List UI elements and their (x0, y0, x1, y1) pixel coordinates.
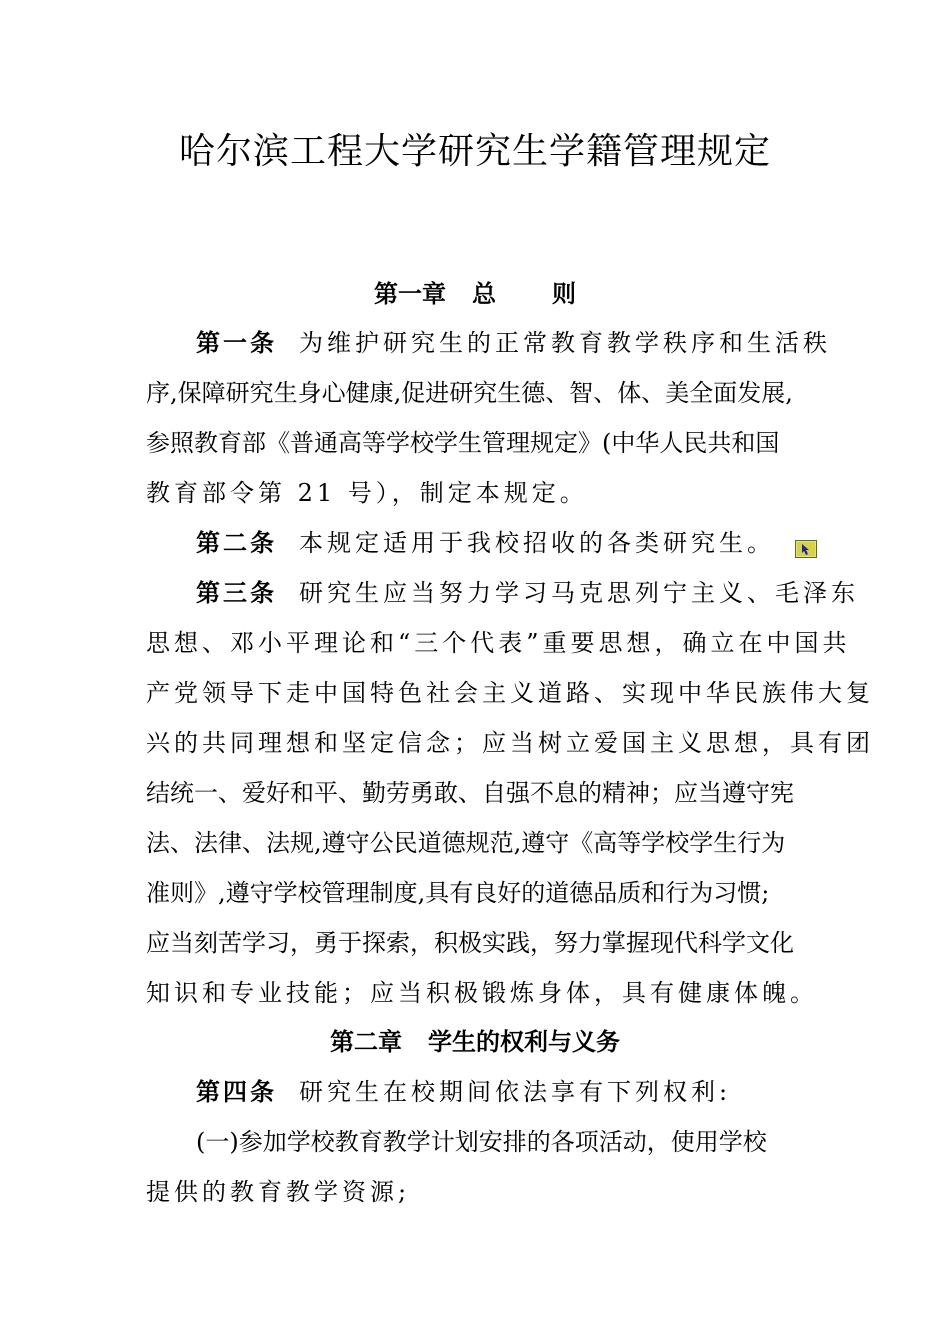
chapter-1-heading (0, 278, 950, 310)
article-3-line-8: 应当刻苦学习，勇于探索，积极实践，努力掌握现代科学文化 (146, 929, 794, 957)
article-4-line (196, 1076, 876, 1108)
article-2-line (196, 527, 876, 559)
article-4-text: 研究生在校期间依法享有下列权利: (299, 1078, 732, 1106)
article-3-text-1: 研究生应当努力学习马克思列宁主义、毛泽东 (299, 579, 859, 607)
article-3-line-7: 准则》,遵守学校管理制度,具有良好的道德品质和行为习惯; (146, 879, 770, 907)
article-3-line-5: 结统一、爱好和平、勤劳勇敢、自强不息的精神；应当遵守宪 (146, 779, 794, 807)
item-1-line-1: (一)参加学校教育教学计划安排的各项活动，使用学校 (196, 1128, 767, 1156)
article-3-label: 第三条 (196, 579, 277, 607)
chapter-2-name: 学生的权利与义务 (428, 1028, 620, 1056)
article-2-text: 本规定适用于我校招收的各类研究生。 (299, 529, 775, 557)
article-1-line-1 (196, 327, 876, 359)
article-4-label: 第四条 (196, 1078, 277, 1106)
article-1-line-2: 序,保障研究生身心健康,促进研究生德、智、体、美全面发展, (146, 379, 793, 407)
article-3-line-6: 法、法律、法规,遵守公民道德规范,遵守《高等学校学生行为 (146, 829, 786, 857)
chapter-2-heading (0, 1026, 950, 1058)
article-3-line-3: 产党领导下走中国特色社会主义道路、实现中华民族伟大复 (146, 679, 874, 707)
article-1-label: 第一条 (196, 329, 277, 357)
article-3-line-9: 知识和专业技能；应当积极锻炼身体，具有健康体魄。 (146, 979, 818, 1007)
document-title: 哈尔滨工程大学研究生学籍管理规定 (178, 131, 771, 172)
article-3-line-4: 兴的共同理想和坚定信念；应当树立爱国主义思想，具有团 (146, 729, 874, 757)
chapter-1-name-a: 总 (472, 280, 496, 308)
article-3-line-1 (196, 577, 876, 609)
note-icon[interactable] (795, 534, 817, 552)
article-1-line-3: 参照教育部《普通高等学校学生管理规定》(中华人民共和国 (146, 429, 780, 457)
article-1-line-4: 教育部令第 21 号），制定本规定。 (146, 479, 588, 507)
chapter-1-label: 第一章 (374, 280, 446, 308)
article-1-text-1: 为维护研究生的正常教育教学秩序和生活秩 (299, 329, 831, 357)
item-1-line-2: 提供的教育教学资源; (146, 1178, 411, 1206)
article-3-line-2: 思想、邓小平理论和“三个代表”重要思想，确立在中国共 (146, 629, 851, 657)
chapter-1-name-b: 则 (552, 280, 576, 308)
chapter-2-label: 第二章 (330, 1028, 402, 1056)
article-2-label: 第二条 (196, 529, 277, 557)
